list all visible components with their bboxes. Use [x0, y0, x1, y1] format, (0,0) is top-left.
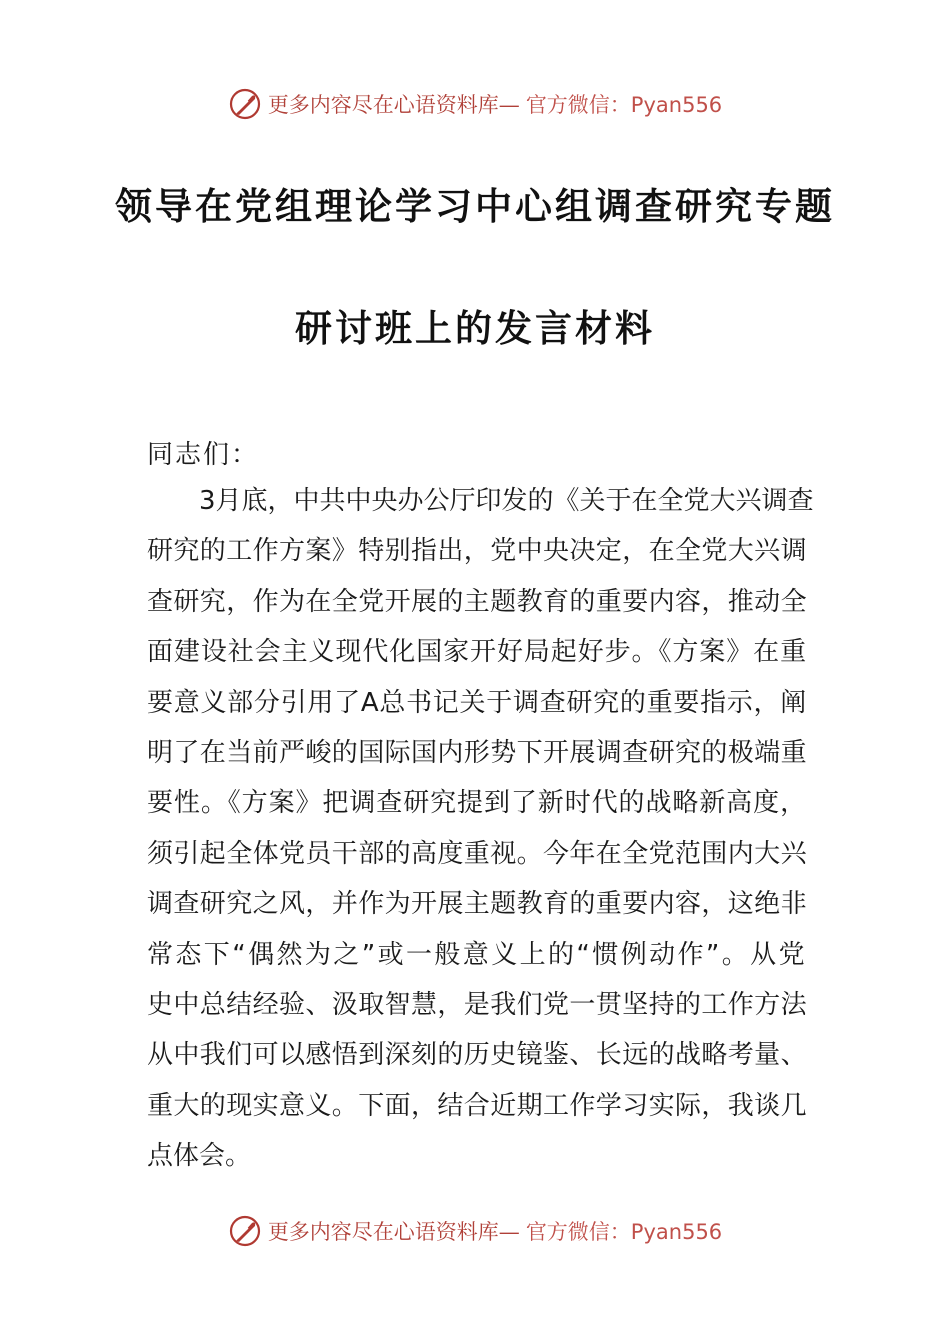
paragraph-line: 查研究，作为在全党开展的主题教育的重要内容，推动全	[147, 586, 807, 617]
document-title-line-1: 领导在党组理论学习中心组调查研究专题	[115, 185, 835, 228]
banner-wechat-text: 官方微信：Pyan556	[525, 1220, 723, 1244]
paragraph-line: 从中我们可以感悟到深刻的历史镜鉴、长远的战略考量、	[147, 1040, 807, 1071]
paragraph-line: 点体会。	[147, 1141, 252, 1172]
document-title-line-2: 研讨班上的发言材料	[295, 307, 655, 350]
paragraph-line: 调查研究之风，并作为开展主题教育的重要内容，这绝非	[147, 889, 807, 920]
paragraph-line: 常态下“偶然为之”或一般意义上的“惯例动作”。从党	[147, 939, 807, 970]
paragraph-line: 要意义部分引用了A总书记关于调查研究的重要指示，阐	[147, 687, 807, 718]
banner-main-text: 更多内容尽在心语资料库—	[267, 93, 520, 117]
body-paragraph	[147, 482, 814, 1187]
header-banner	[0, 84, 950, 124]
paragraph-line: 3月底，中共中央办公厅印发的《关于在全党大兴调查	[199, 486, 814, 516]
paragraph-line: 面建设社会主义现代化国家开好局起好步。《方案》在重	[147, 637, 807, 668]
paragraph-line: 须引起全体党员干部的高度重视。今年在全党范围内大兴	[147, 838, 807, 869]
quill-logo-icon	[228, 87, 262, 121]
paragraph-line: 明了在当前严峻的国际国内形势下开展调查研究的极端重	[147, 737, 807, 768]
paragraph-line: 要性。《方案》把调查研究提到了新时代的战略新高度，	[147, 788, 807, 819]
footer-banner	[0, 1211, 950, 1251]
quill-logo-icon	[228, 1214, 262, 1248]
banner-main-text: 更多内容尽在心语资料库—	[267, 1220, 520, 1244]
banner-wechat-text: 官方微信：Pyan556	[525, 93, 723, 117]
paragraph-line: 研究的工作方案》特别指出，党中央决定，在全党大兴调	[147, 536, 807, 567]
paragraph-line: 史中总结经验、汲取智慧，是我们党一贯坚持的工作方法	[147, 989, 807, 1020]
paragraph-line: 重大的现实意义。下面，结合近期工作学习实际，我谈几	[147, 1090, 807, 1121]
salutation: 同志们：	[147, 440, 260, 470]
